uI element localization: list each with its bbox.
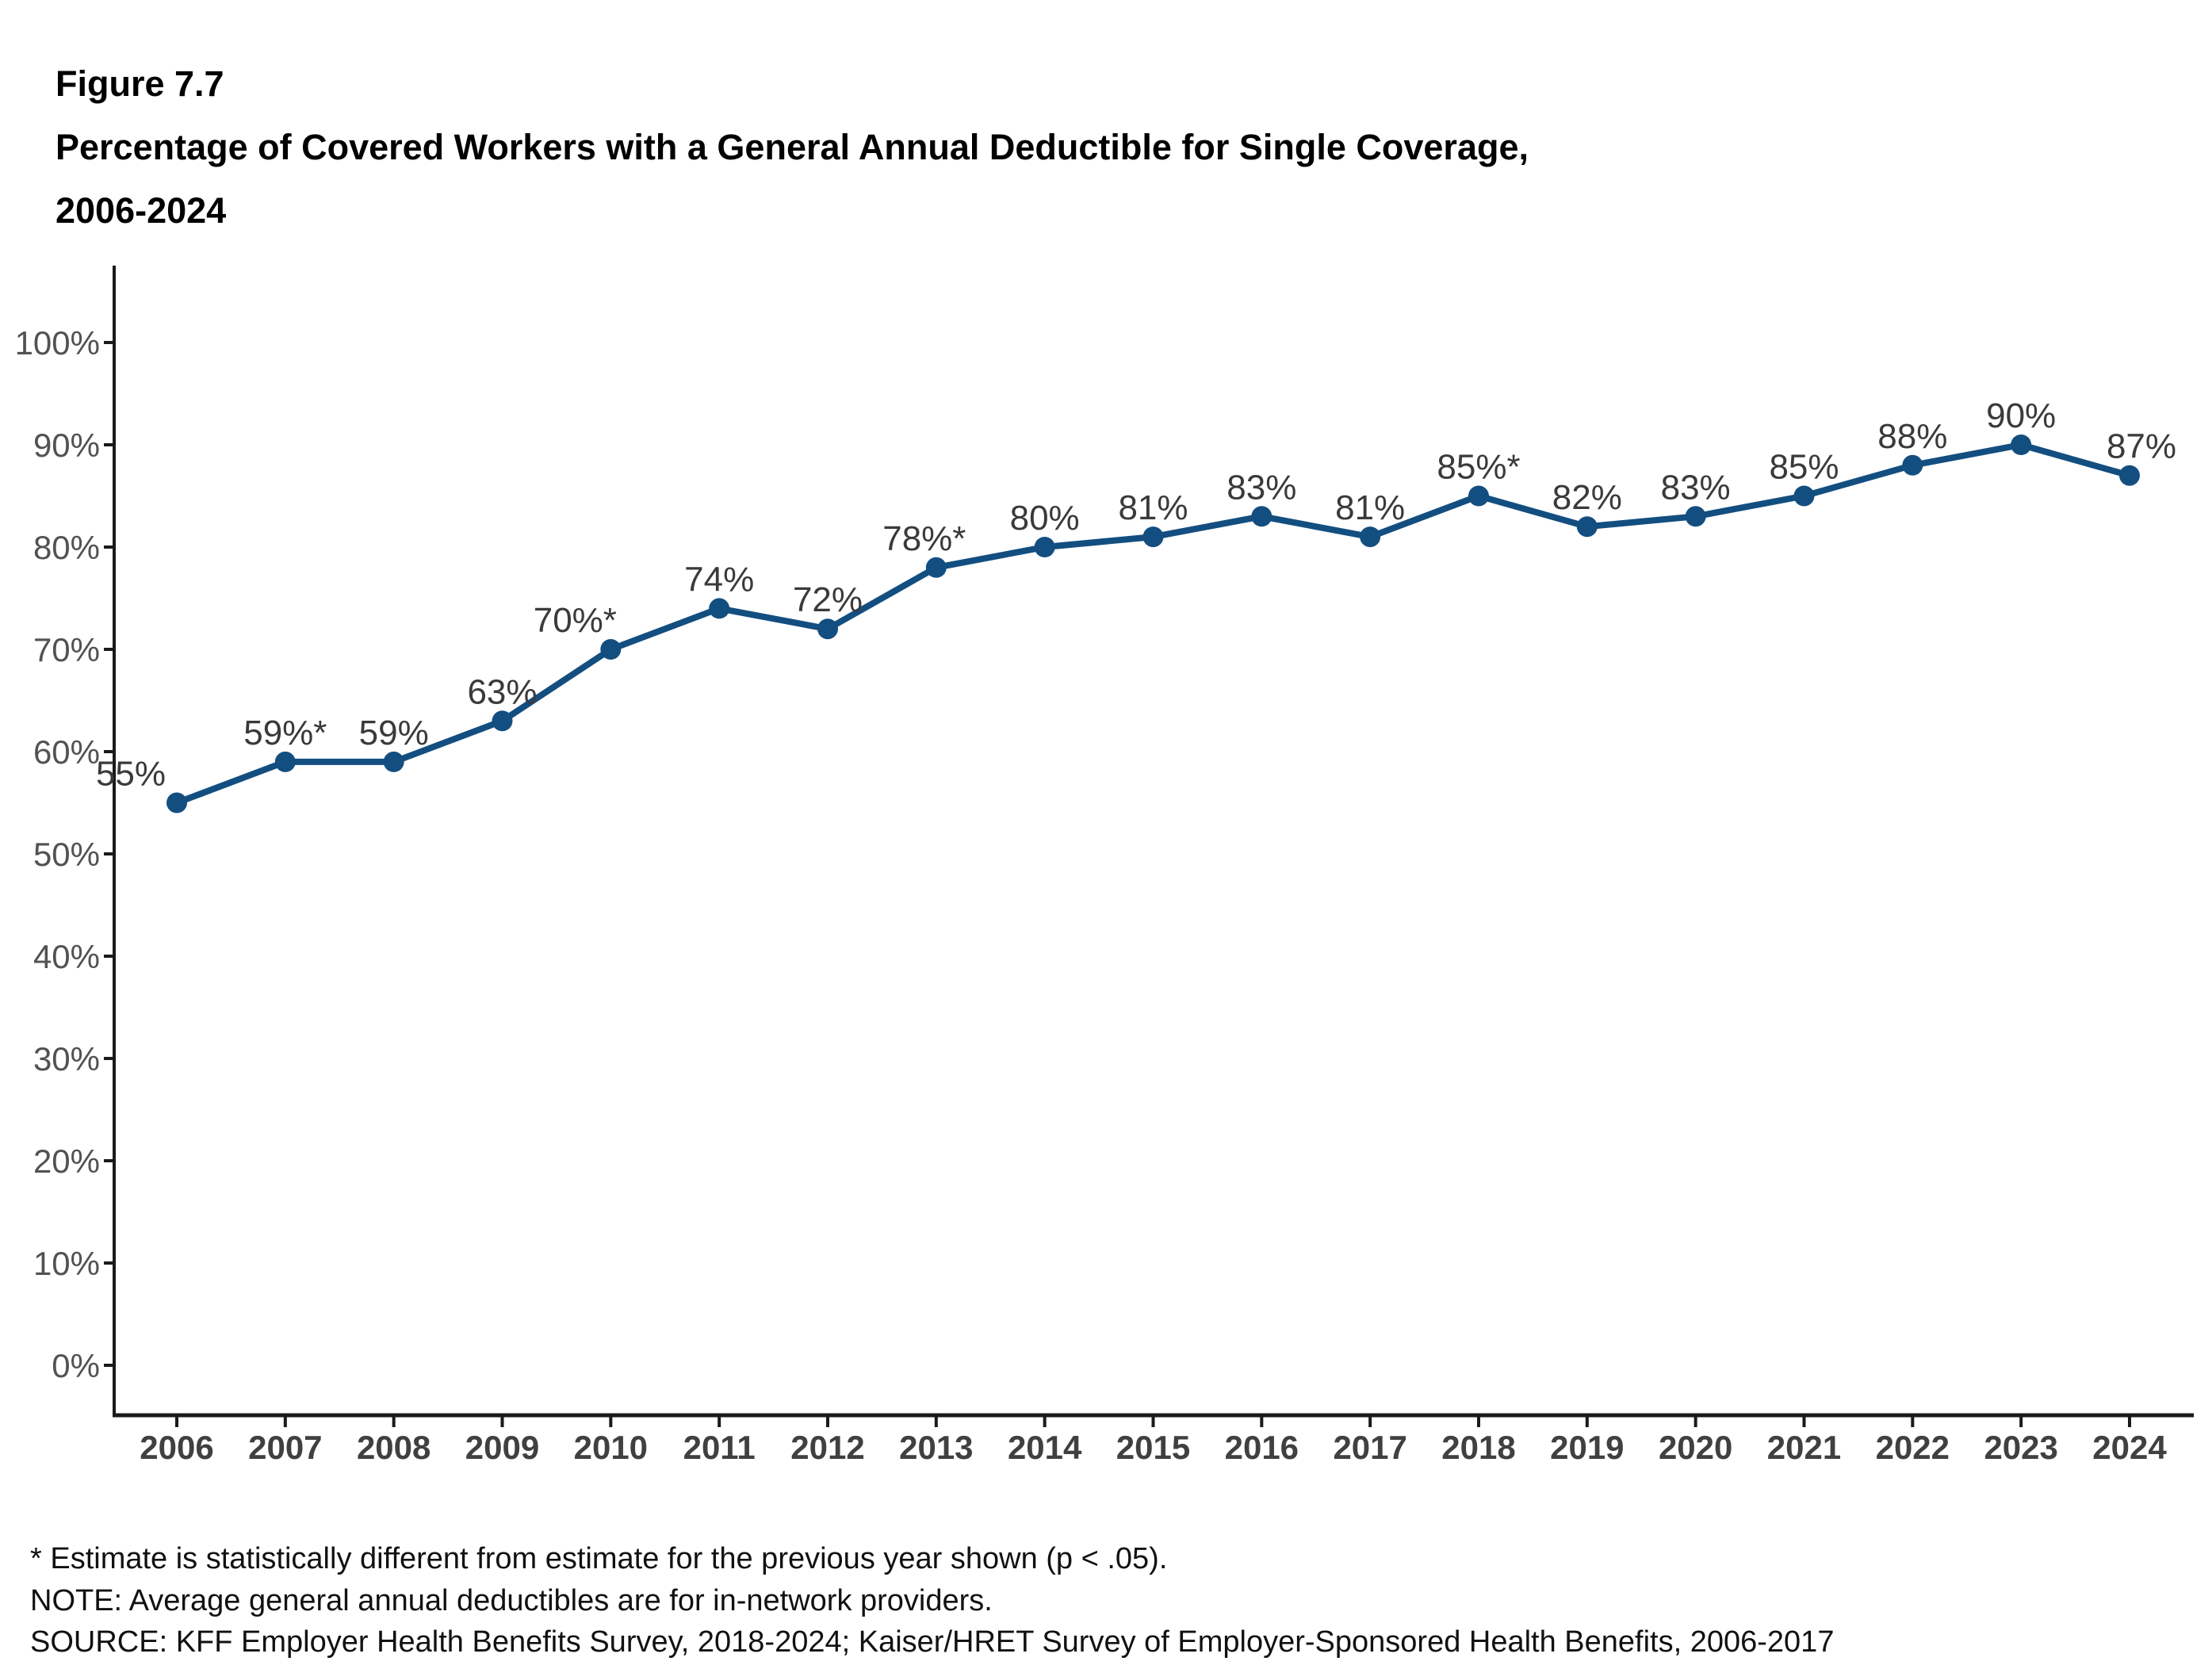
figure-title-years: 2006-2024 [55,190,227,231]
data-point [1251,506,1272,526]
y-tick-label: 40% [33,938,100,975]
x-tick-label: 2012 [790,1429,865,1466]
data-point-label: 74% [684,560,755,599]
data-point-label: 59% [358,713,429,752]
y-tick-label: 0% [52,1347,100,1384]
data-point [1468,486,1489,507]
x-tick-label: 2011 [683,1429,756,1466]
data-point-label: 59%* [243,713,327,752]
data-point [600,639,621,660]
data-point-label: 78%* [882,519,966,558]
y-tick-label: 100% [14,324,100,362]
data-point [275,752,296,772]
y-tick-label: 90% [33,427,100,464]
y-tick-label: 50% [33,836,100,873]
data-point-label: 85% [1769,447,1839,487]
data-point-label: 87% [2106,427,2177,466]
y-tick-label: 80% [33,529,100,566]
data-point [492,710,512,731]
data-point [1142,526,1163,547]
x-tick-label: 2010 [573,1429,649,1466]
x-tick-label: 2021 [1766,1429,1842,1466]
footnote-note: NOTE: Average general annual deductibles are for in-network providers. [30,1583,993,1617]
data-point [1793,486,1814,507]
x-tick-label: 2018 [1441,1429,1516,1466]
x-tick-label: 2024 [2092,1429,2167,1466]
y-tick-label: 30% [33,1040,100,1077]
data-point-label: 80% [1009,499,1080,538]
data-point-label: 83% [1660,468,1731,507]
data-point-label: 83% [1227,468,1297,507]
data-point-label: 82% [1552,478,1622,518]
x-tick-label: 2014 [1007,1429,1082,1466]
data-point [1360,526,1380,547]
data-point [1902,455,1923,476]
y-tick-label: 20% [33,1143,100,1180]
data-point [1035,537,1055,557]
x-tick-label: 2022 [1875,1429,1950,1466]
y-tick-label: 70% [33,631,100,668]
y-tick-label: 60% [33,733,100,771]
data-point-label: 90% [1986,396,2057,435]
x-tick-label: 2006 [140,1429,214,1466]
data-point [1577,516,1598,537]
data-point-label: 70%* [533,601,617,640]
data-point-label: 88% [1877,416,1948,456]
footnote-block [30,1538,1834,1663]
data-point [926,557,947,578]
footnote-source: SOURCE: KFF Employer Health Benefits Survey, 2018-2024; Kaiser/HRET Survey of Employer-Sponsored Health Benefits, 2006-2017 [30,1625,1835,1659]
x-tick-label: 2009 [465,1429,540,1466]
data-point [1686,506,1706,526]
y-tick-label: 10% [33,1245,100,1282]
x-tick-label: 2016 [1224,1429,1299,1466]
data-point [384,752,404,772]
x-tick-label: 2020 [1658,1429,1733,1466]
data-point-label: 72% [792,580,863,620]
data-point-label: 81% [1118,488,1188,528]
x-tick-label: 2015 [1116,1429,1191,1466]
data-point-label: 55% [95,754,166,794]
x-tick-label: 2013 [899,1429,974,1466]
x-tick-label: 2007 [248,1429,323,1466]
figure-title: Percentage of Covered Workers with a General Annual Deductible for Single Coverage, [55,127,1529,167]
x-tick-label: 2008 [356,1429,431,1466]
x-tick-label: 2017 [1333,1429,1407,1466]
data-point [2119,465,2140,486]
data-point [2011,434,2031,455]
data-point-label: 85%* [1437,447,1521,487]
x-tick-label: 2023 [1984,1429,2058,1466]
data-point [817,618,838,639]
footnote-asterisk: * Estimate is statistically different from estimate for the previous year shown (p < .05). [30,1542,1168,1575]
figure-number: Figure 7.7 [55,63,224,104]
data-point [166,793,187,813]
data-point-label: 81% [1335,488,1406,528]
data-point [709,598,729,618]
x-tick-label: 2019 [1550,1429,1625,1466]
data-point-label: 63% [467,672,538,712]
